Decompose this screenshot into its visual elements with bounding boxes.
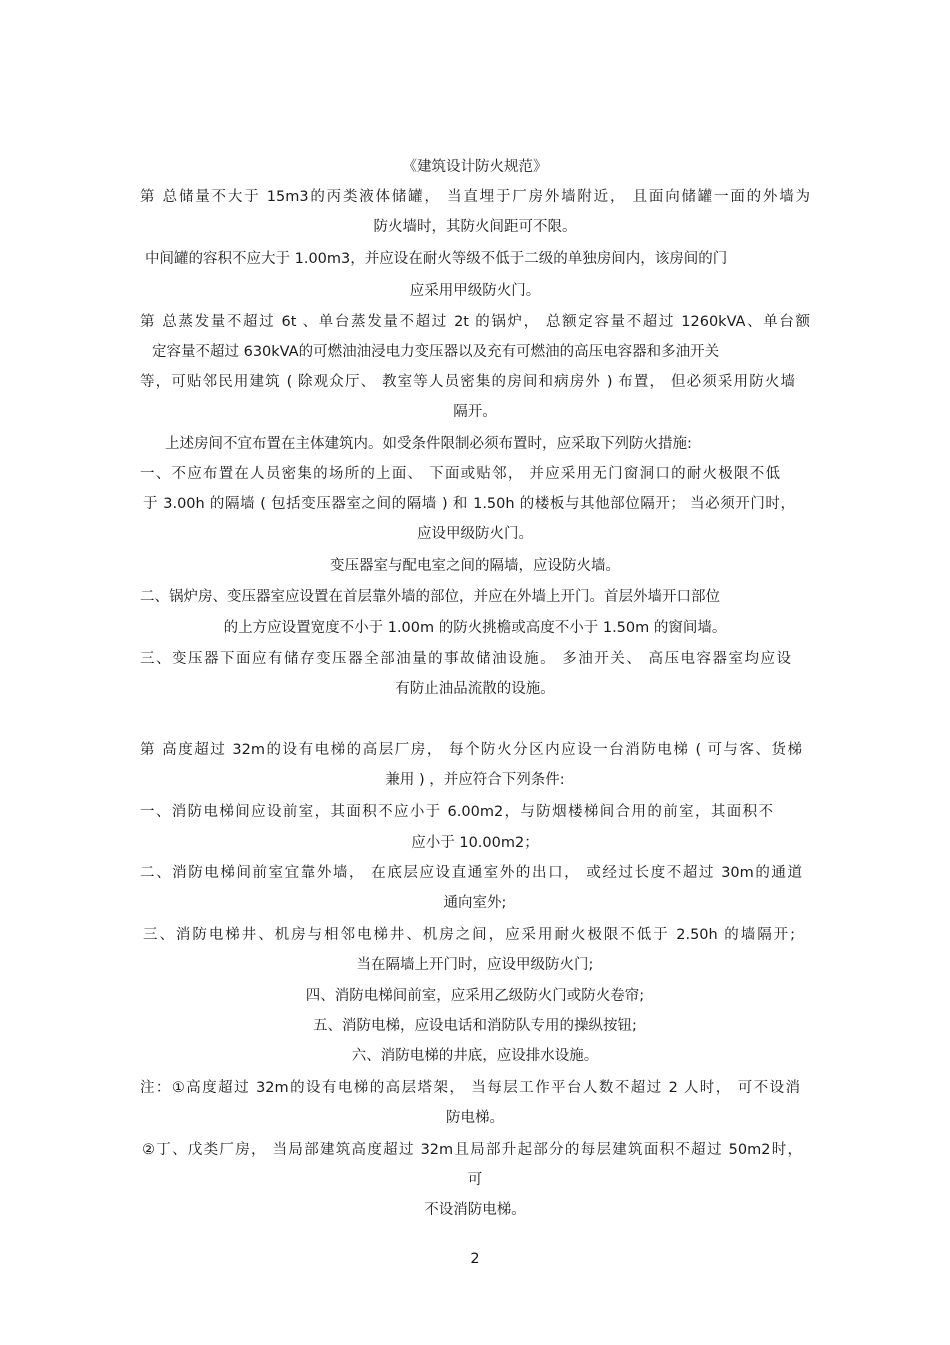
text-line: 定容量不超过 630kVA的可燃油油浸电力变压器以及充有可燃油的高压电容器和多油开关	[152, 344, 720, 360]
text-line: 通向室外;	[443, 895, 507, 911]
text-line: 六、消防电梯的井底，应设排水设施。	[351, 1048, 599, 1064]
text-line: 三、消防电梯井、机房与相邻电梯井、机房之间，应采用耐火极限不低于 2.50h 的墙隔开;	[143, 927, 795, 943]
text-line: 中间罐的容积不应大于 1.00m3，并应设在耐火等级不低于二级的单独房间内，该房间的门	[145, 251, 728, 267]
text-line: 第 总储量不大于 15m3的丙类液体储罐， 当直埋于厂房外墙附近， 且面向储罐一面的外墙为	[140, 189, 810, 205]
text-line: 等，可贴邻民用建筑 ( 除观众厅、 教室等人员密集的房间和病房外 ) 布置， 但必须采用防火墙	[140, 374, 795, 390]
text-line: 不设消防电梯。	[424, 1202, 526, 1218]
text-line: 于 3.00h 的隔墙 ( 包括变压器室之间的隔墙 ) 和 1.50h 的楼板与其他部位隔开； 当必须开门时，	[143, 496, 795, 512]
text-line: 上述房间不宜布置在主体建筑内。如受条件限制必须布置时，应采取下列防火措施:	[165, 436, 692, 452]
text-line: 兼用 ) ，并应符合下列条件:	[385, 772, 565, 788]
text-line: 一、不应布置在人员密集的场所的上面、 下面或贴邻， 并应采用无门窗洞口的耐火极限不低	[140, 466, 780, 482]
text-line: 防电梯。	[446, 1110, 504, 1126]
text-line: 应采用甲级防火门。	[409, 283, 541, 299]
text-line: 当在隔墙上开门时，应设甲级防火门;	[356, 957, 594, 973]
text-line: 四、消防电梯间前室，应采用乙级防火门或防火卷帘;	[305, 988, 645, 1004]
text-line: 有防止油品流散的设施。	[395, 681, 555, 697]
text-line: 应小于 10.00m2；	[411, 835, 539, 851]
text-line: 第 总蒸发量不超过 6t 、单台蒸发量不超过 2t 的锅炉， 总额定容量不超过 1260kVA、单台额	[140, 314, 810, 330]
text-line: 可	[467, 1172, 483, 1188]
text-line: ②丁、戊类厂房， 当局部建筑高度超过 32m且局部升起部分的每层建筑面积不超过 50m2时，	[142, 1142, 802, 1158]
text-line: 隔开。	[453, 404, 497, 420]
text-line: 第 高度超过 32m的设有电梯的高层厂房， 每个防火分区内应设一台消防电梯 ( 可与客、货梯	[140, 742, 802, 758]
text-line: 一、消防电梯间应设前室，其面积不应小于 6.00m2，与防烟楼梯间合用的前室，其面积不	[140, 804, 773, 820]
text-line: 二、锅炉房、变压器室应设置在首层靠外墙的部位，并应在外墙上开门。首层外墙开口部位	[140, 589, 720, 605]
document-title: 《建筑设计防火规范》	[402, 159, 548, 175]
text-line: 防火墙时，其防火间距可不限。	[373, 219, 577, 235]
text-line: 注：①高度超过 32m的设有电梯的高层塔架， 当每层工作平台人数不超过 2 人时， 可不设消	[140, 1080, 800, 1096]
text-line: 应设甲级防火门。	[417, 526, 533, 542]
page-number: 2	[470, 1251, 480, 1267]
text-line: 三、变压器下面应有储存变压器全部油量的事故储油设施。 多油开关、 高压电容器室均应设	[140, 651, 791, 667]
text-line: 的上方应设置宽度不小于 1.00m 的防火挑檐或高度不小于 1.50m 的窗间墙。	[223, 620, 727, 636]
text-line: 二、消防电梯间前室宜靠外墙， 在底层应设直通室外的出口， 或经过长度不超过 30m的通道	[140, 865, 802, 881]
text-line: 变压器室与配电室之间的隔墙，应设防火墙。	[330, 558, 620, 574]
text-line: 五、消防电梯，应设电话和消防队专用的操纵按钮;	[313, 1018, 637, 1034]
